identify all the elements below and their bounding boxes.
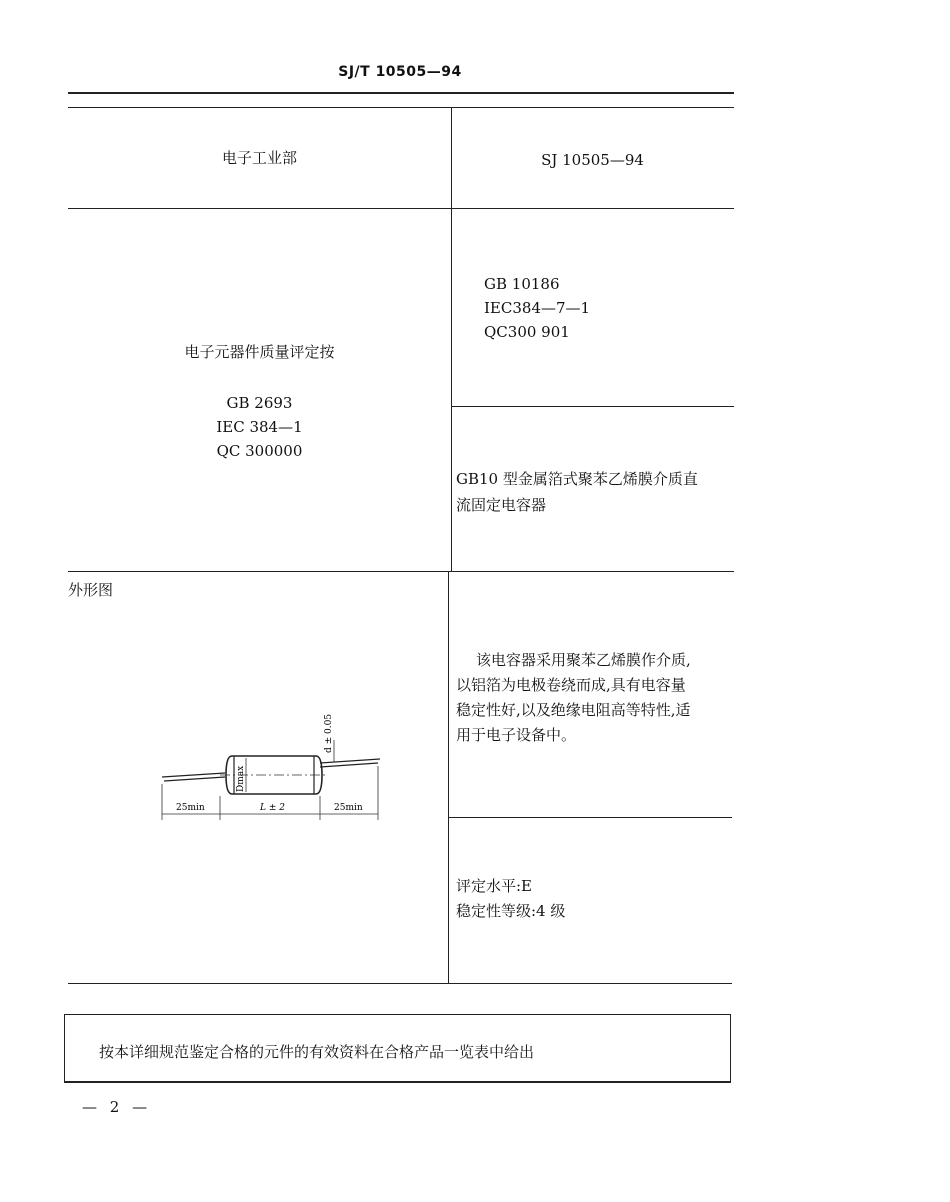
qualified-products-note-box <box>64 1014 731 1083</box>
standard-number: SJ 10505—94 <box>541 151 644 169</box>
description-line-4: 用于电子设备中。 <box>456 726 577 744</box>
assessment-level: 评定水平:E <box>456 877 533 895</box>
detail-reference-qc: QC300 901 <box>484 323 570 341</box>
description-line-2: 以铝箔为电极卷绕而成,具有电容量 <box>456 676 686 694</box>
dim-left-label: 25min <box>176 803 205 813</box>
column-divider-lower <box>448 571 449 983</box>
row-divider-1 <box>68 208 734 209</box>
capacitor-outline-drawing <box>150 700 400 830</box>
detail-spec-references <box>484 272 590 344</box>
header-rule-bottom <box>68 107 734 108</box>
reference-gb: GB 2693 <box>226 394 293 412</box>
row-divider-right-3 <box>448 817 732 818</box>
description-line-1: 该电容器采用聚苯乙烯膜作介质, <box>476 651 691 669</box>
dim-right-label: 25min <box>334 803 363 813</box>
stability-class: 稳定性等级:4 级 <box>456 902 566 920</box>
description-line-3: 稳定性好,以及绝缘电阻高等特性,适 <box>456 701 691 719</box>
outline-drawing-label: 外形图 <box>68 581 114 599</box>
component-description <box>456 648 691 748</box>
row-divider-2 <box>68 571 734 572</box>
reference-iec: IEC 384—1 <box>216 418 303 436</box>
lead-left <box>162 773 225 777</box>
qualified-products-note: 按本详细规范鉴定合格的元件的有效资料在合格产品一览表中给出 <box>99 1043 535 1061</box>
diameter-label: Dmax <box>236 765 246 792</box>
issuing-authority: 电子工业部 <box>221 149 297 167</box>
dim-length-label: L ± 2 <box>260 803 285 813</box>
component-title-line-2: 流固定电容器 <box>456 496 547 514</box>
reference-qc: QC 300000 <box>216 442 303 460</box>
row-divider-3 <box>68 983 732 984</box>
lead-diameter-label: d ± 0.05 <box>324 713 334 753</box>
detail-reference-gb: GB 10186 <box>484 275 560 293</box>
column-divider-upper <box>451 107 452 571</box>
assessment-references <box>68 391 451 463</box>
lead-right <box>320 759 380 763</box>
page-number: — 2 — <box>82 1098 152 1116</box>
row-divider-right-2 <box>451 406 734 407</box>
assessment-intro: 电子元器件质量评定按 <box>184 343 335 361</box>
document-code-header: SJ/T 10505—94 <box>338 64 462 80</box>
ratings <box>456 874 565 924</box>
detail-reference-iec: IEC384—7—1 <box>484 299 591 317</box>
component-title-line-1: GB10 型金属箔式聚苯乙烯膜介质直 <box>456 470 698 488</box>
header-rule-top <box>68 92 734 94</box>
component-title <box>456 466 698 518</box>
